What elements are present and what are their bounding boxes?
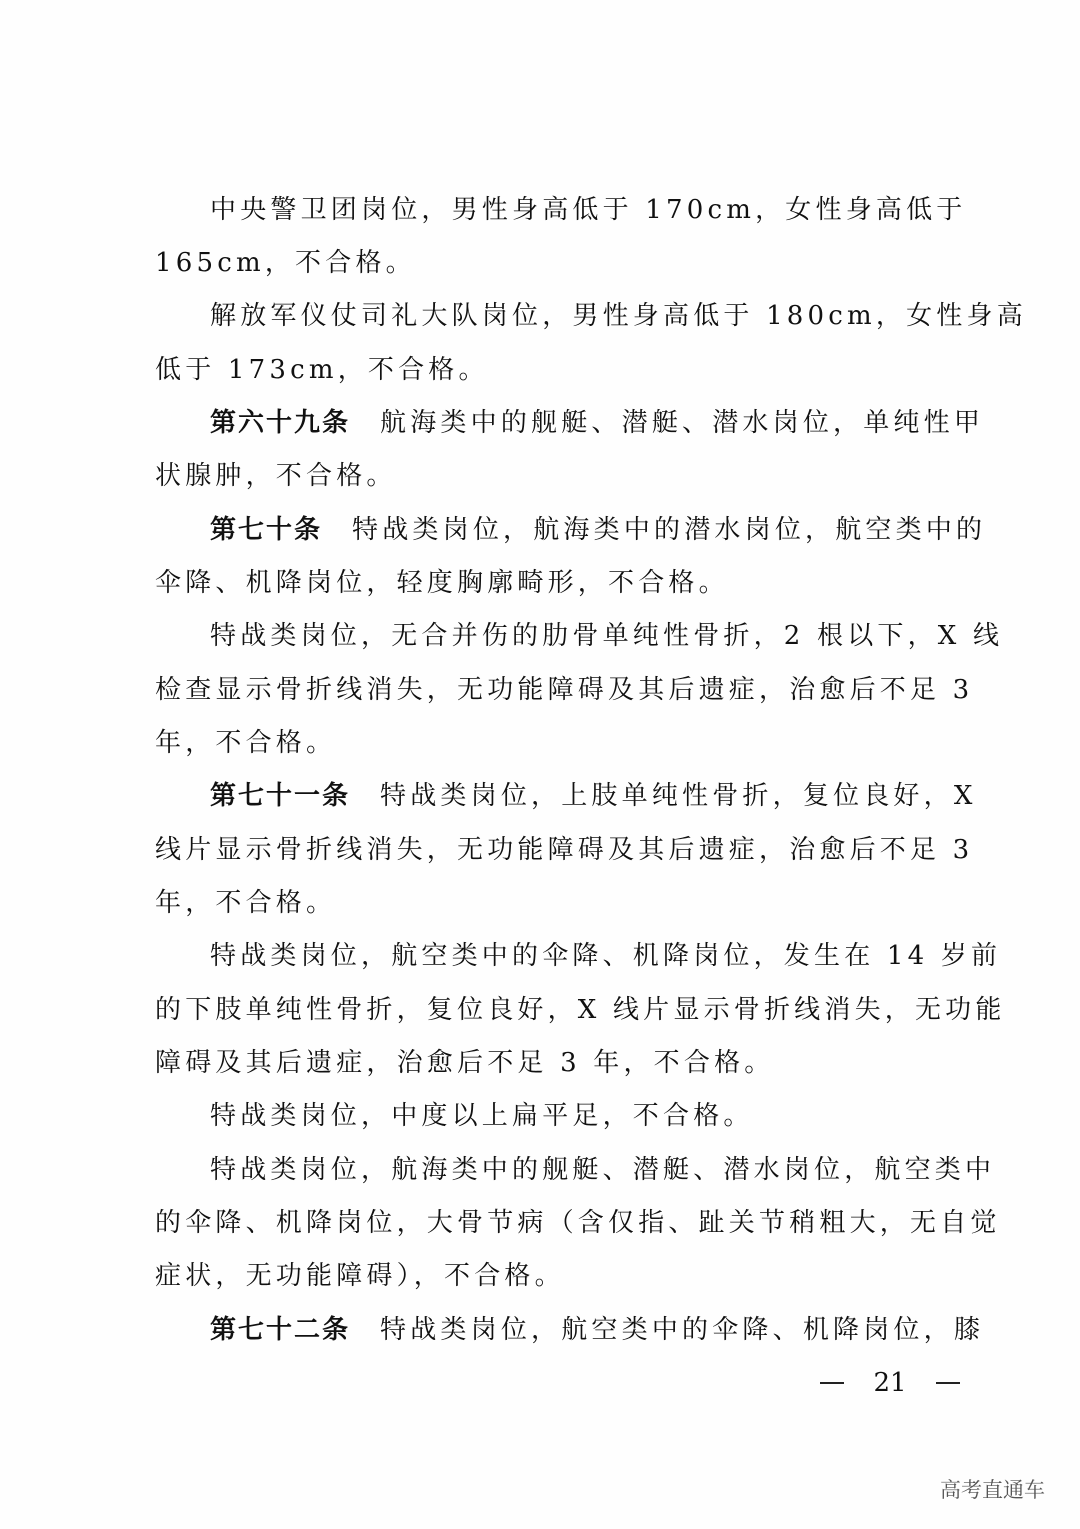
article-heading: 第七十条 xyxy=(210,515,323,545)
dash-left xyxy=(820,1382,844,1384)
article-heading: 第七十一条 xyxy=(210,781,351,811)
paragraph-line: 165cm，不合格。 xyxy=(155,248,416,278)
paragraph-line: 的伞降、机降岗位，大骨节病（含仅指、趾关节稍粗大，无自觉 xyxy=(155,1208,1001,1238)
paragraph-line: 障碍及其后遗症，治愈后不足 3 年，不合格。 xyxy=(155,1048,775,1078)
paragraph-line: 解放军仪仗司礼大队岗位，男性身高低于 180cm，女性身高 xyxy=(210,301,1027,331)
article-heading: 第七十二条 xyxy=(210,1315,351,1345)
watermark: 高考直通车 xyxy=(940,1478,1045,1502)
paragraph-text: 特战类岗位，上肢单纯性骨折，复位良好，X xyxy=(380,781,977,811)
paragraph-line: 状腺肿，不合格。 xyxy=(155,461,397,491)
paragraph-text: 航海类中的舰艇、潜艇、潜水岗位，单纯性甲 xyxy=(380,408,985,438)
article-72-line xyxy=(210,1313,985,1347)
paragraph-line: 特战类岗位，航空类中的伞降、机降岗位，发生在 14 岁前 xyxy=(210,941,1002,971)
paragraph-line: 中央警卫团岗位，男性身高低于 170cm，女性身高低于 xyxy=(210,195,967,225)
page-number-text: 21 xyxy=(873,1368,907,1398)
paragraph-line: 年，不合格。 xyxy=(155,888,337,918)
paragraph-line: 症状，无功能障碍），不合格。 xyxy=(155,1261,565,1291)
paragraph-text: 特战类岗位，航海类中的潜水岗位，航空类中的 xyxy=(352,515,987,545)
paragraph-line: 特战类岗位，航海类中的舰艇、潜艇、潜水岗位，航空类中 xyxy=(210,1155,996,1185)
article-heading: 第六十九条 xyxy=(210,408,351,438)
paragraph-line: 检查显示骨折线消失，无功能障碍及其后遗症，治愈后不足 3 xyxy=(155,675,974,705)
paragraph-line: 的下肢单纯性骨折，复位良好，X 线片显示骨折线消失，无功能 xyxy=(155,995,1006,1025)
paragraph-line: 伞降、机降岗位，轻度胸廓畸形，不合格。 xyxy=(155,568,729,598)
paragraph-line: 年，不合格。 xyxy=(155,728,337,758)
paragraph-line: 特战类岗位，无合并伤的肋骨单纯性骨折，2 根以下，X 线 xyxy=(210,621,1004,651)
paragraph-line: 特战类岗位，中度以上扁平足，不合格。 xyxy=(210,1101,754,1131)
article-69-line xyxy=(210,406,985,440)
paragraph-line: 线片显示骨折线消失，无功能障碍及其后遗症，治愈后不足 3 xyxy=(155,835,974,865)
paragraph-text: 特战类岗位，航空类中的伞降、机降岗位，膝 xyxy=(380,1315,985,1345)
paragraph-line: 低于 173cm，不合格。 xyxy=(155,355,489,385)
page-number xyxy=(820,1366,960,1400)
dash-right xyxy=(936,1382,960,1384)
article-70-line xyxy=(210,513,987,547)
article-71-line xyxy=(210,779,977,813)
